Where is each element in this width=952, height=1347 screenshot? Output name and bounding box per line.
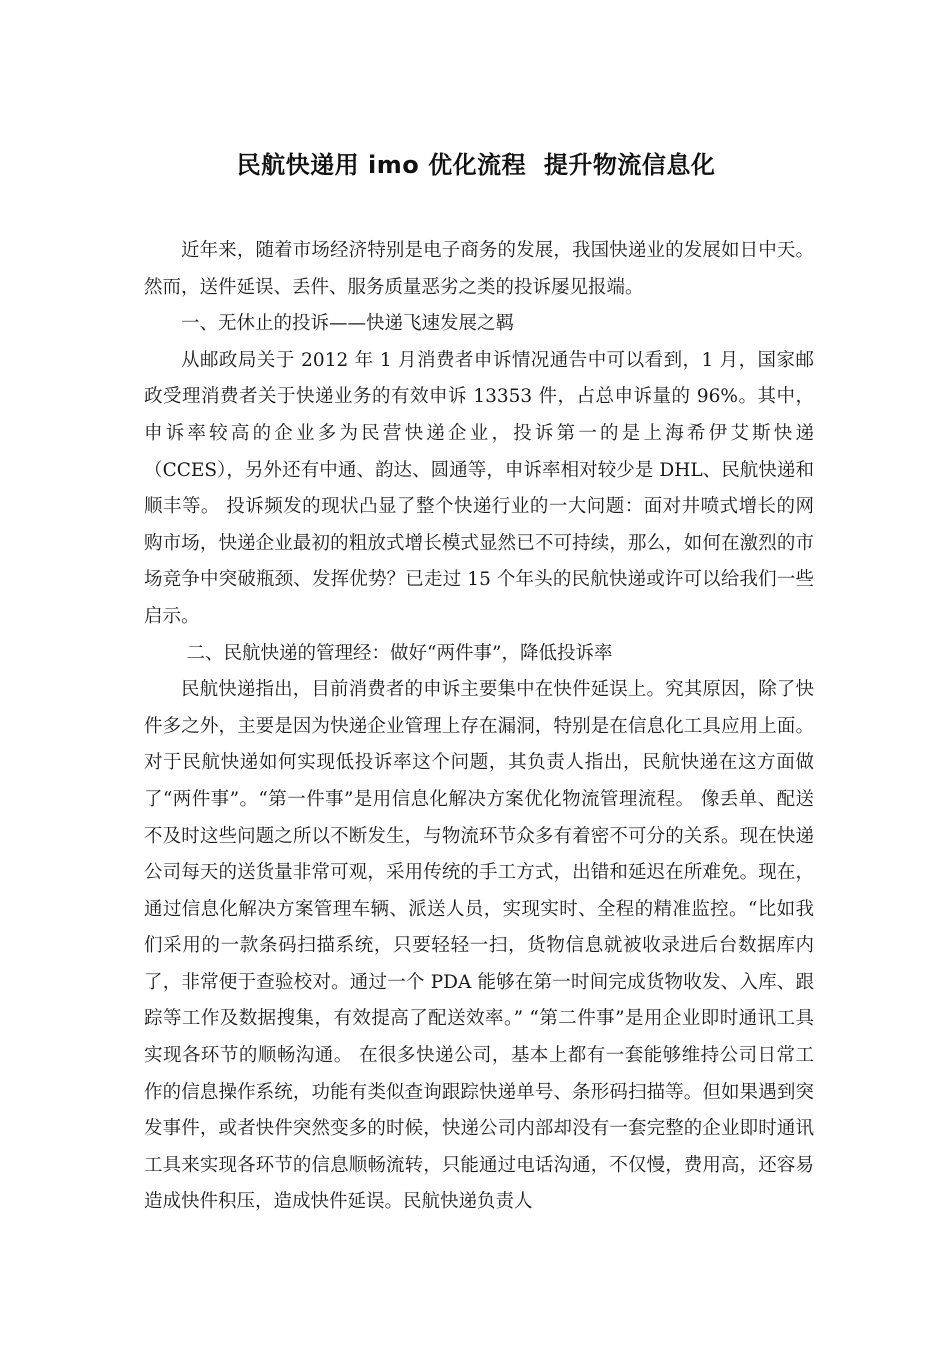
section-heading-1: 一、无休止的投诉——快递飞速发展之羁 [181,313,515,335]
document-body [144,233,814,1221]
paragraph-management: 民航快递指出，目前消费者的申诉主要集中在快件延误上。究其原因，除了快件多之外，主要是因为快递企业管理上存在漏洞，特别是在信息化工具应用上面。 对于民航快递如何实现低投诉率这个问题，其负责人指出，民航快递在这方面做了“两件事”。“第一件事”是用信息化解决方案优化物流管理流程。 像丢单、配送不及时这些问题之所以不断发生，与物流环节众多有着密不可分的关系。现在快递公司每天的送货量非常可观，采用传统的手工方式，出错和延迟在所难免。现在，通过信息化解决方案管理车辆、派送人员，实现实时、全程的精准监控。“比如我们采用的一款条码扫描系统，只要轻轻一扫，货物信息就被收录进后台数据库内了，非常便于查验校对。通过一个 PDA 能够在第一时间完成货物收发、入库、跟踪等工作及数据搜集，有效提高了配送效率。” “第二件事”是用企业即时通讯工具实现各环节的顺畅沟通。 在很多快递公司，基本上都有一套能够维持公司日常工作的信息操作系统，功能有类似查询跟踪快递单号、条形码扫描等。但如果遇到突发事件，或者快件突然变多的时候，快递公司内部却没有一套完整的企业即时通讯工具来实现各环节的信息顺畅流转，只能通过电话沟通，不仅慢，费用高，还容易造成快件积压，造成快件延误。民航快递负责人 [144,679,814,1213]
section-heading-2: 二、民航快递的管理经：做好“两件事”，降低投诉率 [186,642,613,664]
paragraph-complaints: 从邮政局关于 2012 年 1 月消费者申诉情况通告中可以看到，1 月，国家邮政受理消费者关于快递业务的有效申诉 13353 件，占总申诉量的 96%。其中，申诉率较高的企业多为民营快递企业，投诉第一的是上海希伊艾斯快递（CCES），另外还有中通、韵达、圆通等，申诉率相对较少是 DHL、民航快递和顺丰等。 投诉频发的现状凸显了整个快递行业的一大问题：面对井喷式增长的网购市场，快递企业最初的粗放式增长模式显然已不可持续，那么，如何在激烈的市场竞争中突破瓶颈、发挥优势？已走过 15 个年头的民航快递或许可以给我们一些启示。 [144,349,814,627]
document-title: 民航快递用 imo 优化流程 提升物流信息化 [236,151,716,179]
paragraph-intro: 近年来，随着市场经济特别是电子商务的发展，我国快递业的发展如日中天。然而，送件延误、丢件、服务质量恶劣之类的投诉屡见报端。 [144,240,814,298]
